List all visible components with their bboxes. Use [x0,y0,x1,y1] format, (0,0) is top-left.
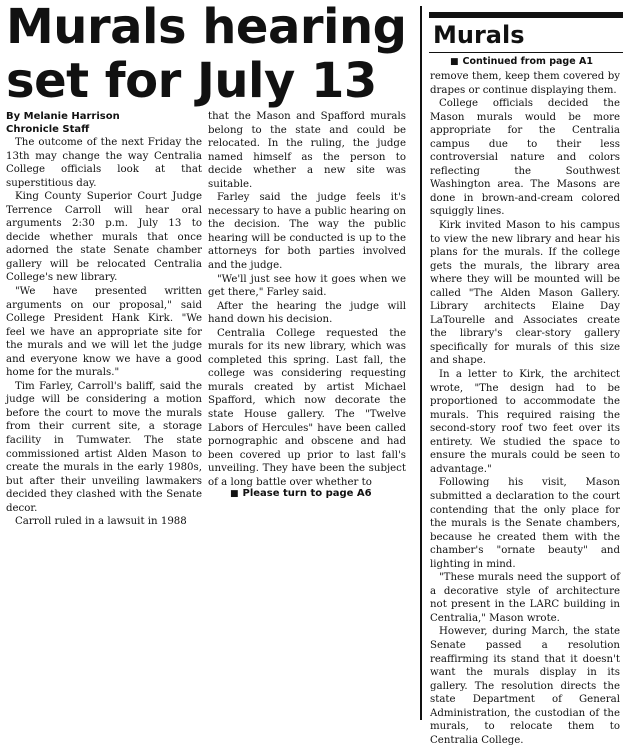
article-column-2 [208,110,406,488]
continuation-column [430,70,620,746]
byline [6,110,201,136]
paragraph: However, during March, the state Senate passed a resolution reaffirming its stand that it doesn't want the murals display in its gallery. The resolution directs the state Department of General Administration, the custodian of the murals, to relocate them to Centralia College. [430,626,620,746]
paragraph: that the Mason and Spafford murals belong to the state and could be relocated. In the ruling, the judge named himself as the person to decide whether a new site was suitable. [208,111,406,190]
paragraph: The outcome of the next Friday the 13th may change the way Centralia College officials look at that superstitious day. [6,137,202,189]
paragraph: After the hearing the judge will hand down his decision. [208,300,406,326]
jump-text: Please turn to page A6 [242,488,372,499]
paragraph: remove them, keep them covered by drapes or continue displaying them. [430,71,620,96]
paragraph: King County Superior Court Judge Terrence Carroll will hear oral arguments 2:30 p.m. July 13 to decide whether murals that once adorned the state Senate chamber gallery will be relocated Centralia College's new library. [6,191,202,284]
square-bullet-icon: ■ [230,489,239,499]
article-column-1 [6,136,202,528]
paragraph: Carroll ruled in a lawsuit in 1988 [15,516,187,528]
paragraph: "We have presented written arguments on our proposal," said College President Hank Kirk. "We feel we have an appropriate site for the murals and we will let the judge and everyone know we have a good home for the murals." [6,286,202,379]
paragraph: In a letter to Kirk, the architect wrote, "The design had to be proportioned to accommodate the murals. This required raising the second-story roof two feet over its entirety. We studied the space to ensure the murals could be seen to advantage." [430,369,620,475]
jump-line [230,488,410,499]
continued-line [450,56,620,67]
paragraph: Tim Farley, Carroll's baliff, said the judge will be considering a motion before the court to move the murals from their current site, a storage facility in Tumwater. The state commissioned artist Alden Mason to create the murals in the early 1980s, but after their unveiling lawmakers decided they clashed with the Senate decor. [6,380,202,514]
byline-staff: Chronicle Staff [6,124,90,135]
continuation-title: Murals [429,12,623,53]
continued-text: Continued from page A1 [462,56,593,67]
paragraph: "We'll just see how it goes when we get there," Farley said. [208,273,406,299]
paragraph: Farley said the judge feels it's necessary to have a public hearing on the decision. The way the public hearing will be conducted is up to the attorneys for both parties involved and the judge. [208,192,406,272]
square-bullet-icon: ■ [450,57,459,67]
paragraph: "These murals need the support of a decorative style of architecture not present in the LARC building in Centralia," Mason wrote. [430,572,620,624]
byline-name: By Melanie Harrison [6,111,120,122]
headline: Murals hearing set for July 13 [6,0,407,109]
paragraph: Centralia College requested the murals for its new library, which was completed this spring. Last fall, the college was considering requesting murals created by artist Michael Spafford, which now decorate the state House gallery. The "Twelve Labors of Hercules" have been called pornographic and obscene and had been covered up prior to last fall's unveiling. They have been the subject of a long battle over whether to [208,327,406,488]
column-divider [420,6,422,720]
paragraph: Kirk invited Mason to his campus to view the new library and hear his plans for the murals. If the college gets the murals, the library area where they will be mounted will be called "The Alden Mason Gallery. Library architects Elaine Day LaTourelle and Associates create the library's clear-story gallery specifically for murals of this size and shape. [430,220,620,367]
paragraph: College officials decided the Mason murals would be more appropriate for the Centralia campus due to their less controversial nature and colors reflecting the Southwest Washington area. The Masons are done in brown-and-cream colored squiggly lines. [430,98,620,218]
paragraph: Following his visit, Mason submitted a declaration to the court contending that the only place for the murals is the Senate chambers, because he created them with the chamber's "ornate beauty" and lighting in mind. [430,477,620,570]
